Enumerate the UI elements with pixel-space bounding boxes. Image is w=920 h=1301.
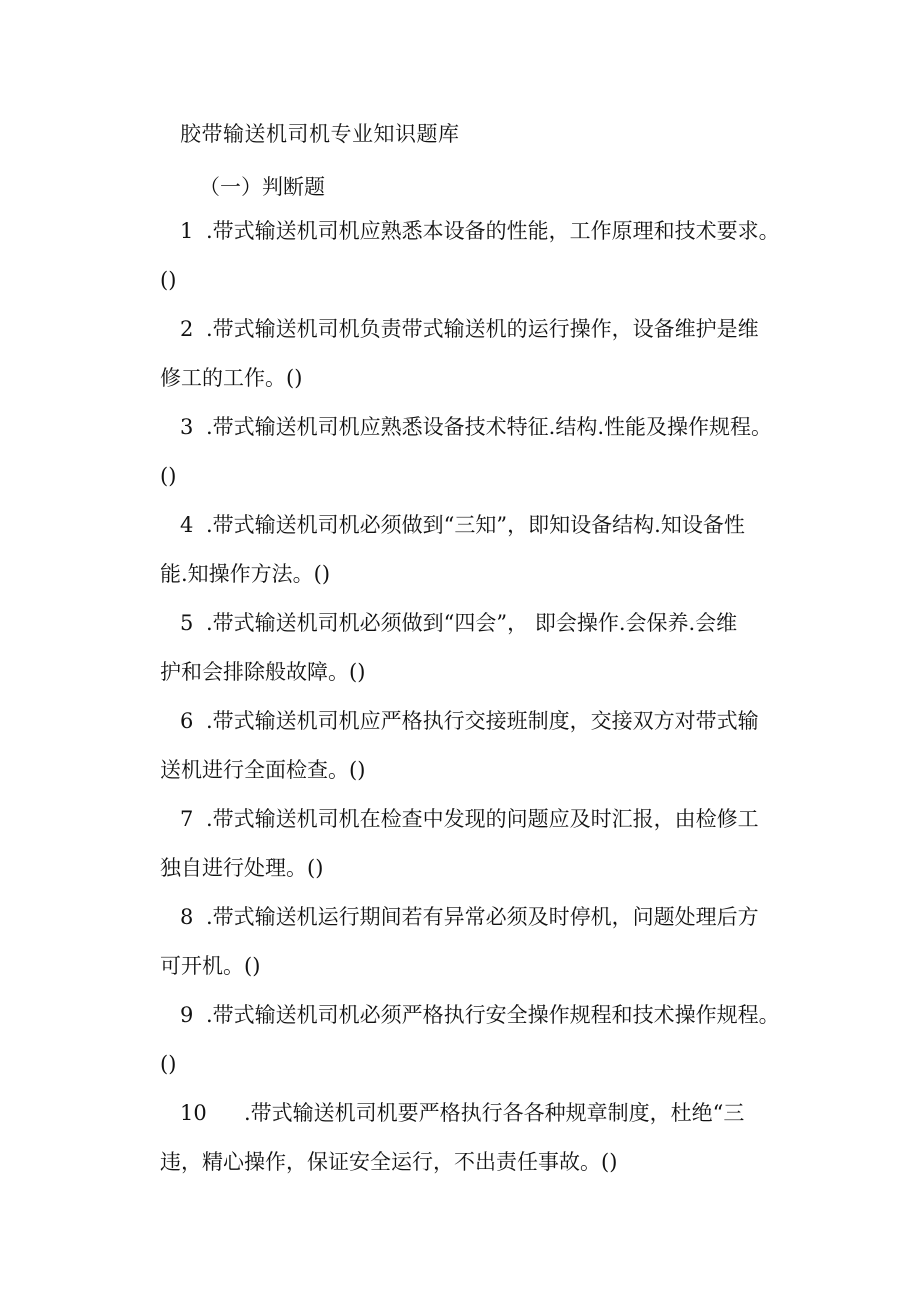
question-line xyxy=(160,991,800,1040)
question-number: 7 xyxy=(180,807,194,831)
question-line-continued: 护和会排除般故障。() xyxy=(160,660,366,684)
question-number: 6 xyxy=(180,709,194,733)
question-number: 3 xyxy=(180,415,194,439)
question-number: 5 xyxy=(180,611,194,635)
question-text: .带式输送机司机应严格执行交接班制度，交接双方对带式输 xyxy=(206,709,759,733)
question-item xyxy=(160,305,800,403)
question-item xyxy=(160,207,800,305)
question-line xyxy=(160,501,800,550)
question-line-continued: () xyxy=(160,1052,177,1076)
question-line xyxy=(160,1089,800,1138)
question-text: .带式输送机司机负责带式输送机的运行操作，设备维护是维 xyxy=(206,317,759,341)
question-line-continued: 修工的工作。() xyxy=(160,366,303,390)
question-line-continued: 送机进行全面检查。() xyxy=(160,758,366,782)
question-line xyxy=(160,207,800,256)
question-text: .带式输送机司机应熟悉本设备的性能，工作原理和技术要求。 xyxy=(206,219,780,243)
question-text: .带式输送机司机要严格执行各各种规章制度，杜绝“三 xyxy=(244,1101,745,1125)
question-line-continued: () xyxy=(160,464,177,488)
question-number: 4 xyxy=(180,513,194,537)
question-line-continued: 可开机。() xyxy=(160,954,261,978)
question-line-continued: () xyxy=(160,268,177,292)
question-text: .带式输送机司机在检查中发现的问题应及时汇报，由检修工 xyxy=(206,807,759,831)
question-item xyxy=(160,795,800,893)
question-item xyxy=(160,403,800,501)
document-title: 胶带输送机司机专业知识题库 xyxy=(180,122,460,146)
question-line-continued: 独自进行处理。() xyxy=(160,856,324,880)
question-line xyxy=(160,795,800,844)
question-text: .带式输送机司机必须做到“四会”， 即会操作.会保养.会维 xyxy=(206,611,738,635)
question-item xyxy=(160,501,800,599)
question-item xyxy=(160,991,800,1089)
question-item xyxy=(160,697,800,795)
question-item xyxy=(160,1089,800,1187)
question-item xyxy=(160,599,800,697)
question-line xyxy=(160,697,800,746)
question-line xyxy=(160,599,800,648)
question-text: .带式输送机司机必须做到“三知”，即知设备结构.知设备性 xyxy=(206,513,745,537)
question-number: 1 xyxy=(180,219,194,243)
question-number: 10 xyxy=(180,1101,207,1125)
question-number: 9 xyxy=(180,1003,194,1027)
question-line-continued: 能.知操作方法。() xyxy=(160,562,331,586)
question-line xyxy=(160,305,800,354)
question-number: 8 xyxy=(180,905,194,929)
question-number: 2 xyxy=(180,317,194,341)
question-item xyxy=(160,893,800,991)
question-line xyxy=(160,893,800,942)
question-line xyxy=(160,403,800,452)
section-heading: （一）判断题 xyxy=(199,175,325,199)
question-text: .带式输送机运行期间若有异常必须及时停机，问题处理后方 xyxy=(206,905,759,929)
question-text: .带式输送机司机应熟悉设备技术特征.结构.性能及操作规程。 xyxy=(206,415,773,439)
question-line-continued: 违，精心操作，保证安全运行，不出责任事故。() xyxy=(160,1150,618,1174)
question-text: .带式输送机司机必须严格执行安全操作规程和技术操作规程。 xyxy=(206,1003,780,1027)
